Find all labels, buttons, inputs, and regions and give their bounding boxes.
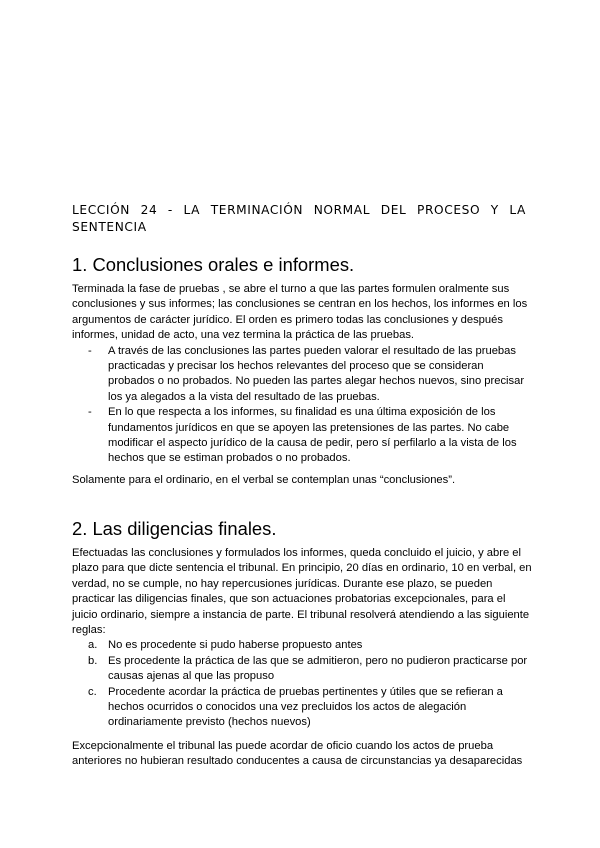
section-1-intro: Terminada la fase de pruebas , se abre el turno a que las partes formulen oralmente sus conclusiones y sus informes; las conclusiones se centran en los hechos, los informes en los argumentos de carácter jurídico. El orden es primero todas las conclusiones y después informes, unidad de acto, una vez termina la práctica de las pruebas. <box>72 283 528 342</box>
bullet-marker: - <box>88 344 92 357</box>
section-1-body <box>72 282 532 467</box>
list-marker: c. <box>88 685 97 698</box>
list-item <box>72 405 532 467</box>
section-1-closing: Solamente para el ordinario, en el verbal se contemplan unas “conclusiones”. <box>72 474 456 486</box>
list-marker: b. <box>88 654 98 667</box>
list-item <box>72 638 532 653</box>
list-item <box>72 344 532 406</box>
list-item <box>72 685 532 731</box>
section-2-rules-list <box>72 638 532 730</box>
section-1-heading: 1. Conclusiones orales e informes. <box>72 254 355 275</box>
section-2-heading: 2. Las diligencias finales. <box>72 518 277 539</box>
lesson-title: LECCIÓN 24 - LA TERMINACIÓN NORMAL DEL PROCESO Y LA SENTENCIA <box>72 203 526 234</box>
section-2-closing: Excepcionalmente el tribunal las puede acordar de oficio cuando los actos de prueba anteriores no hubieran resultado conducentes a causa de circunstancias ya desaparecidas <box>72 740 523 768</box>
section-1-bullet-list <box>72 344 532 467</box>
section-2-body <box>72 546 532 731</box>
list-marker: a. <box>88 639 98 652</box>
list-item-text: A través de las conclusiones las partes pueden valorar el resultado de las pruebas practicadas y precisar los hechos relevantes del proceso que se consideran probados o no probados. No pueden las partes alegar hechos nuevos, sino precisar los ya alegados a la vista del resultado de las pruebas. <box>108 344 525 403</box>
list-item <box>72 654 532 685</box>
list-item-text: Procedente acordar la práctica de pruebas pertinentes y útiles que se refieran a hechos ocurridos o conocidos una vez precluidos los actos de alegación ordinariamente previsto (hechos nuevos) <box>108 685 503 729</box>
bullet-marker: - <box>88 406 92 419</box>
list-item-text: Es procedente la práctica de las que se admitieron, pero no pudieron practicarse por causas ajenas al que las propuso <box>108 654 528 683</box>
list-item-text: En lo que respecta a los informes, su finalidad es una última exposición de los fundamentos jurídicos en que se apoyen las pretensiones de las partes. No cabe modificar el aspecto jurídico de la causa de pedir, pero sí perfilarlo a la vista de los hechos que se estiman probados o no probados. <box>108 406 517 465</box>
list-item-text: No es procedente si pudo haberse propuesto antes <box>108 639 363 652</box>
section-2-intro: Efectuadas las conclusiones y formulados los informes, queda concluido el juicio, y abre el plazo para que dicte sentencia el tribunal. En principio, 20 días en ordinario, 10 en verbal, en verdad, no se cumple, no hay repercusiones jurídicas. Durante ese plazo, se pueden practicar las diligencias finales, que son actuaciones probatorias excepcionales, para el juicio ordinario, siempre a instancia de parte. El tribunal resolverá atendiendo a las siguiente reglas: <box>72 547 532 637</box>
